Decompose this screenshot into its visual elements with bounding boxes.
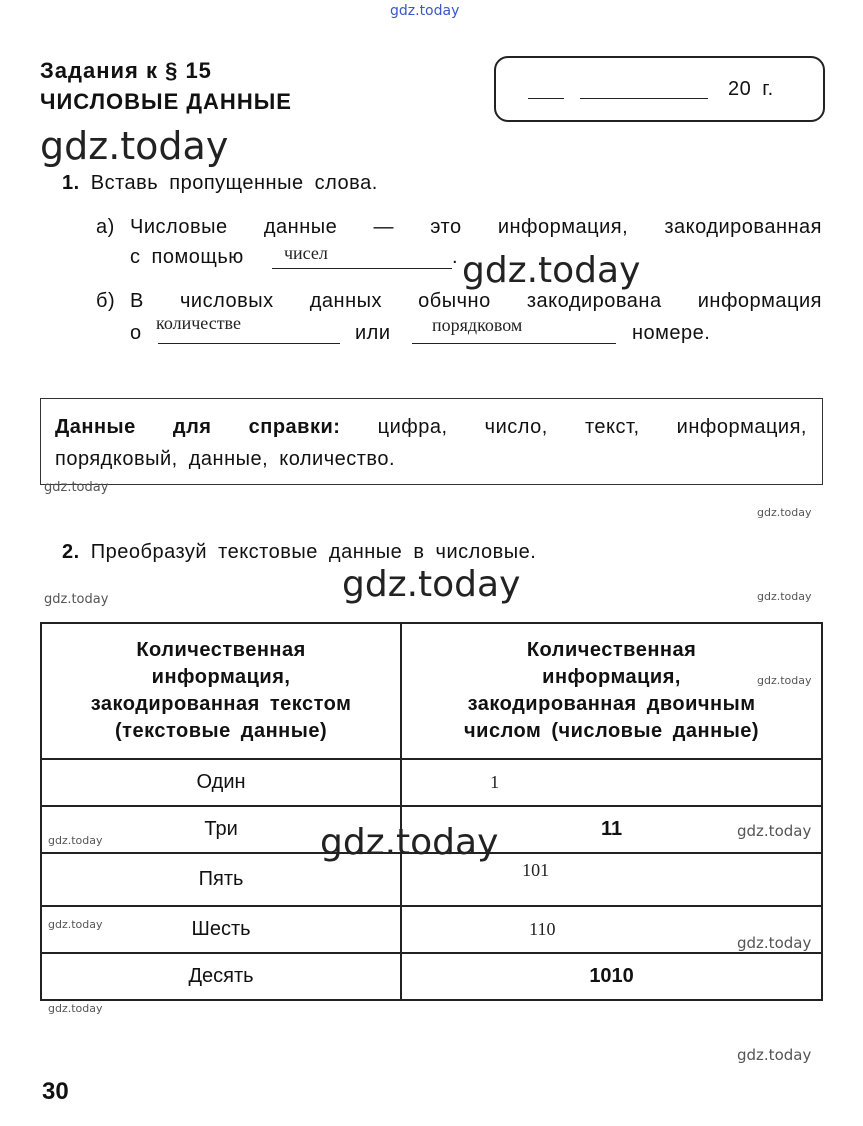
text-value: Три bbox=[41, 806, 401, 853]
task1b-answer2-line bbox=[412, 343, 616, 344]
text-value: Пять bbox=[41, 853, 401, 906]
number-value-handwritten: 110 bbox=[401, 906, 822, 953]
table-row bbox=[41, 953, 822, 1000]
watermark-large: gdz.today bbox=[320, 822, 499, 863]
page-number: 30 bbox=[42, 1078, 69, 1105]
task1-prompt bbox=[62, 172, 378, 195]
reference-line1 bbox=[55, 416, 807, 439]
task1a-end: . bbox=[452, 246, 459, 268]
watermark-small: gdz.today bbox=[757, 674, 812, 687]
task1a-label: а) bbox=[96, 216, 115, 238]
task1-text: Вставь пропущенные слова. bbox=[90, 172, 378, 194]
number-value-handwritten: 1 bbox=[401, 759, 822, 806]
task1b-text-cont: о bbox=[130, 322, 142, 344]
reference-label: Данные для справки: bbox=[55, 416, 341, 438]
task2-prompt bbox=[62, 541, 536, 564]
date-box bbox=[494, 56, 825, 122]
task1b-answer1: количестве bbox=[156, 313, 241, 333]
watermark-large: gdz.today bbox=[462, 250, 641, 291]
text-value: Десять bbox=[41, 953, 401, 1000]
task1b-label: б) bbox=[96, 290, 116, 312]
task1a-text-cont: с помощью bbox=[130, 246, 244, 268]
text-value: Один bbox=[41, 759, 401, 806]
task1b-answer2: порядковом bbox=[432, 315, 523, 335]
watermark-large: gdz.today bbox=[40, 124, 229, 168]
col1-header-line: (текстовые данные) bbox=[115, 720, 328, 742]
col1-header-line: информация, bbox=[151, 666, 291, 688]
watermark-small: gdz.today bbox=[737, 934, 812, 952]
watermark-large: gdz.today bbox=[342, 564, 521, 605]
number-value-handwritten: 101 bbox=[401, 853, 822, 906]
task1a-text: Числовые данные — это информация, закодированная bbox=[130, 216, 822, 238]
number-value: 11 bbox=[401, 806, 822, 853]
number-value: 1010 bbox=[401, 953, 822, 1000]
watermark-small: gdz.today bbox=[48, 918, 103, 931]
task2-number: 2. bbox=[62, 541, 80, 563]
task1a-answer-line bbox=[272, 268, 452, 269]
date-day-line bbox=[528, 98, 564, 99]
col2-header-line: Количественная bbox=[526, 639, 697, 661]
reference-line2: порядковый, данные, количество. bbox=[55, 448, 396, 470]
task2-text: Преобразуй текстовые данные в числовые. bbox=[90, 541, 537, 563]
task1a-answer: чисел bbox=[284, 243, 328, 263]
task1-number: 1. bbox=[62, 172, 80, 194]
watermark-small: gdz.today bbox=[757, 590, 812, 603]
table-header-row bbox=[41, 623, 822, 759]
table-row bbox=[41, 906, 822, 953]
col2-header bbox=[401, 623, 822, 759]
conversion-table bbox=[40, 622, 823, 1001]
section-title: Задания к § 15 bbox=[40, 58, 212, 83]
col2-header-line: числом (числовые данные) bbox=[464, 720, 760, 742]
col2-header-line: информация, bbox=[542, 666, 681, 688]
watermark-small: gdz.today bbox=[48, 834, 103, 847]
text-value: Шесть bbox=[41, 906, 401, 953]
task1b-text: В числовых данных обычно закодирована информация bbox=[130, 290, 822, 312]
task1b-or: или bbox=[355, 322, 391, 344]
col1-header-line: Количественная bbox=[136, 639, 306, 661]
watermark-top: gdz.today bbox=[390, 3, 460, 19]
watermark-small: gdz.today bbox=[44, 592, 109, 607]
watermark-small: gdz.today bbox=[737, 822, 812, 840]
date-month-line bbox=[580, 98, 708, 99]
col1-header-line: закодированная текстом bbox=[90, 693, 352, 715]
watermark-small: gdz.today bbox=[44, 480, 109, 495]
section-subtitle: ЧИСЛОВЫЕ ДАННЫЕ bbox=[40, 89, 292, 114]
watermark-small: gdz.today bbox=[737, 1046, 812, 1064]
watermark-small: gdz.today bbox=[48, 1002, 103, 1015]
task1b-end: номере. bbox=[632, 322, 711, 344]
reference-box bbox=[40, 398, 823, 485]
watermark-small: gdz.today bbox=[757, 506, 812, 519]
table-row bbox=[41, 759, 822, 806]
date-year-suffix: 20 г. bbox=[728, 78, 774, 100]
col2-header-line: закодированная двоичным bbox=[467, 693, 756, 715]
task1b-answer1-line bbox=[158, 343, 340, 344]
reference-text1: цифра, число, текст, информация, bbox=[377, 416, 807, 438]
col1-header bbox=[41, 623, 401, 759]
